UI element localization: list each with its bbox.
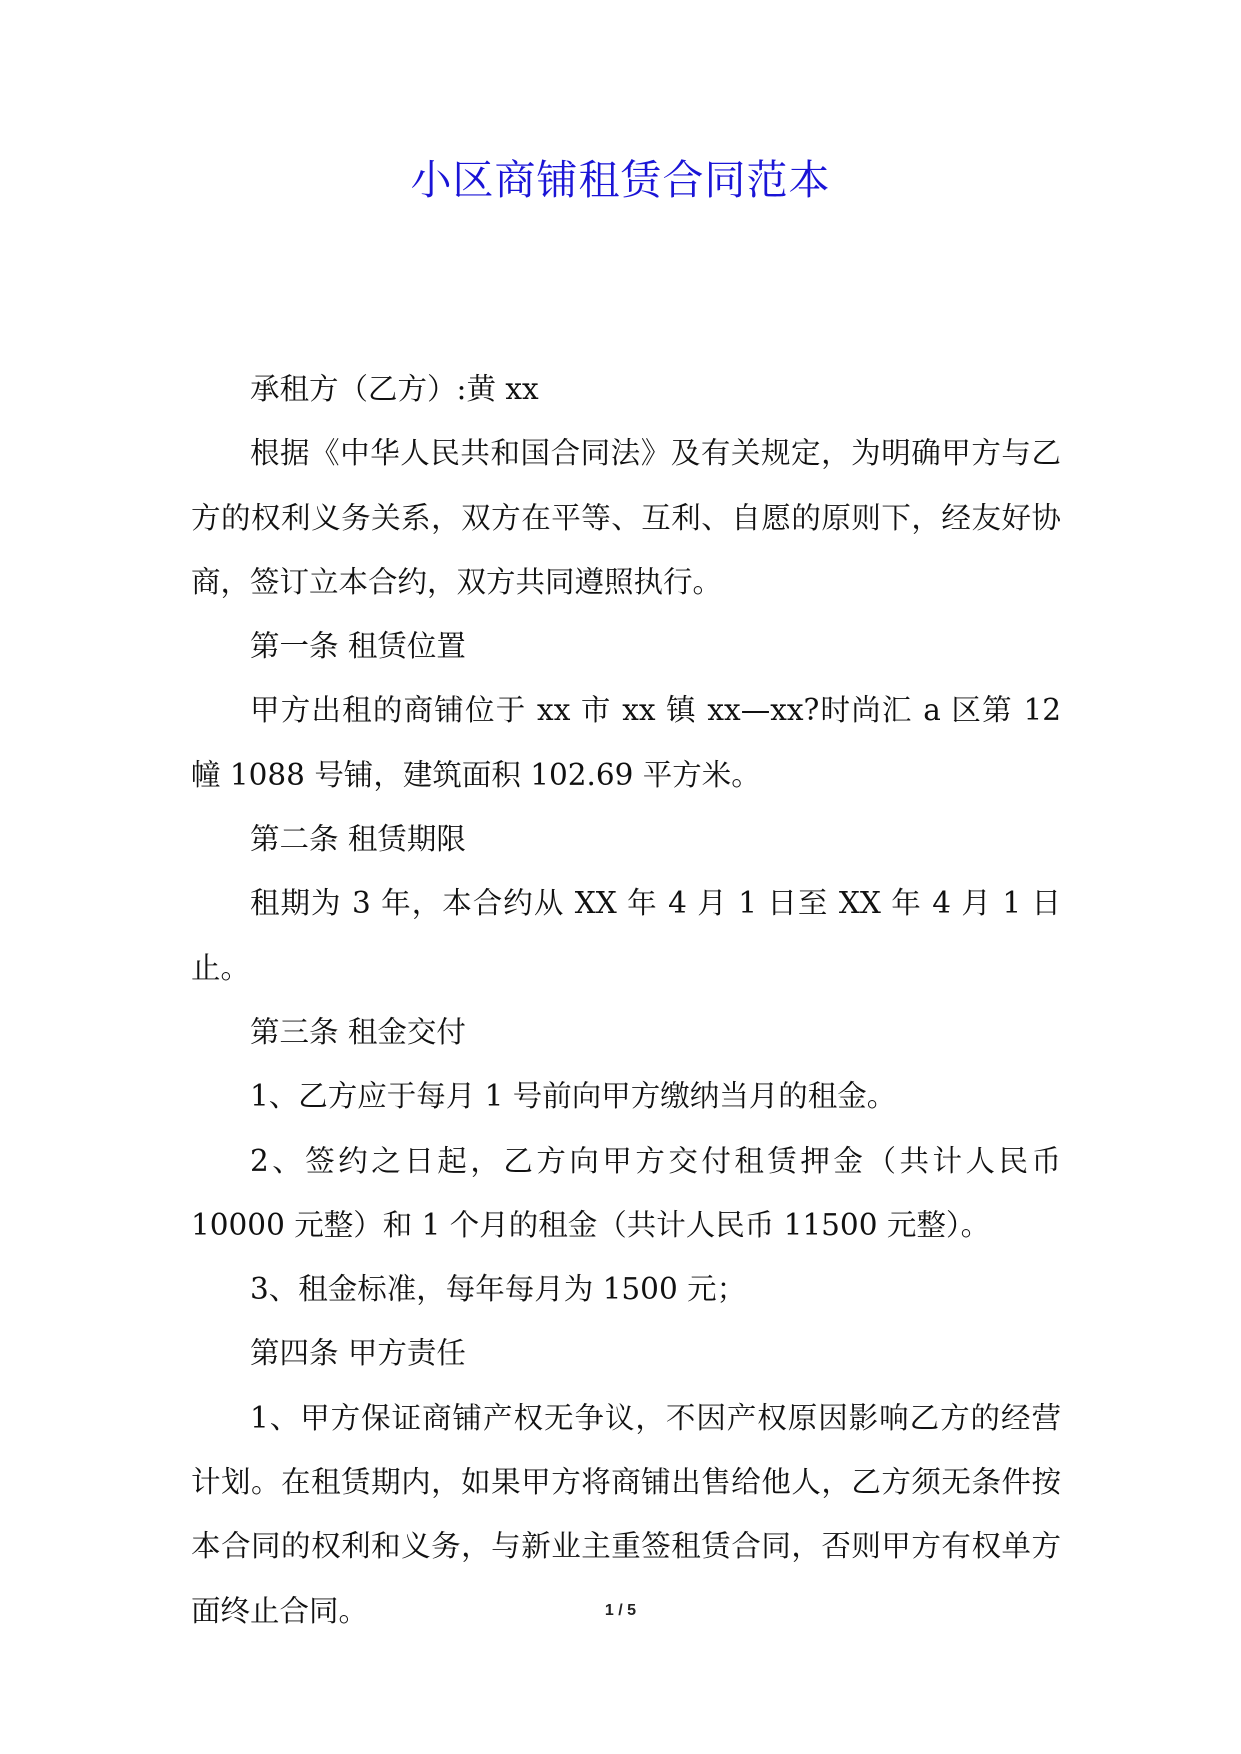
article-1-heading: 第一条 租赁位置 (250, 629, 466, 664)
article-2-heading: 第二条 租赁期限 (250, 822, 466, 857)
article-3-item-3: 3、租金标准，每年每月为 1500 元； (250, 1272, 747, 1307)
page-number: 1 / 5 (604, 1602, 637, 1619)
article-4-heading: 第四条 甲方责任 (250, 1336, 466, 1371)
document-title: 小区商铺租赁合同范本 (410, 156, 831, 204)
article-3-item-1: 1、乙方应于每月 1 号前向甲方缴纳当月的租金。 (250, 1079, 897, 1114)
document-body (191, 357, 1061, 1643)
paragraph-lessee: 承租方（乙方）:黄 xx (250, 372, 539, 406)
article-1-text: 甲方出租的商铺位于 xx 市 xx 镇 xx—xx?时尚汇 a 区第 12 幢 1088 号铺，建筑面积 102.69 平方米。 (191, 693, 1061, 792)
article-3-item-2: 2、签约之日起，乙方向甲方交付租赁押金（共计人民币 10000 元整）和 1 个月的租金（共计人民币 11500 元整）。 (191, 1143, 1061, 1242)
paragraph-preamble: 根据《中华人民共和国合同法》及有关规定，为明确甲方与乙方的权利义务关系，双方在平等、互利、自愿的原则下，经友好协商，签订立本合约，双方共同遵照执行。 (191, 436, 1061, 599)
article-4-item-1: 1、甲方保证商铺产权无争议，不因产权原因影响乙方的经营计划。在租赁期内，如果甲方将商铺出售给他人，乙方须无条件按本合同的权利和义务，与新业主重签租赁合同，否则甲方有权单方面终止合同。 (191, 1400, 1061, 1628)
article-2-text: 租期为 3 年，本合约从 XX 年 4 月 1 日至 XX 年 4 月 1 日止。 (191, 886, 1061, 985)
article-3-heading: 第三条 租金交付 (250, 1014, 466, 1049)
